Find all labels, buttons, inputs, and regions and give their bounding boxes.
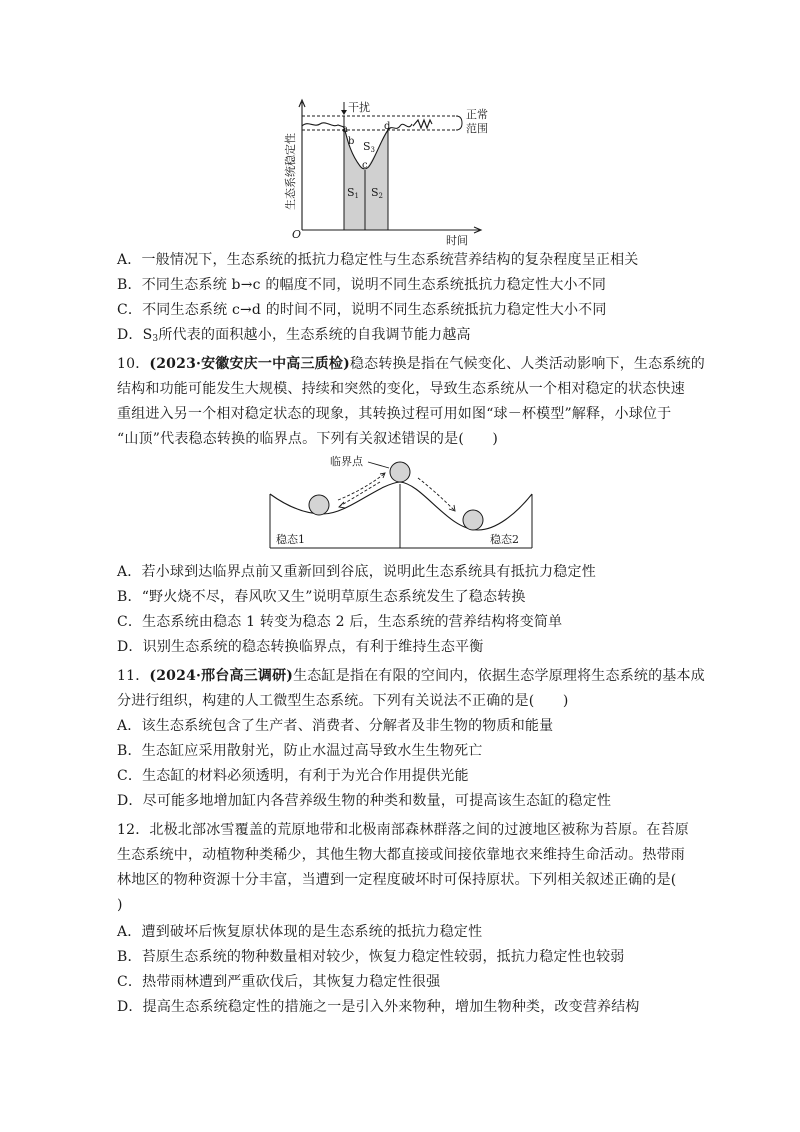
ball-top xyxy=(390,462,410,482)
stability-figure xyxy=(270,98,490,248)
normal-label-2: 范围 xyxy=(466,122,488,135)
q11-option-b: B．生态缸应采用散射光，防止水温过高导致水生生物死亡 xyxy=(117,743,483,759)
q12-option-d: D．提高生态系统稳定性的措施之一是引入外来物种，增加生物种类，改变营养结构 xyxy=(117,999,640,1015)
point-d: d xyxy=(384,121,391,132)
q12-stem-4: ) xyxy=(117,897,123,913)
point-c: c xyxy=(362,160,368,171)
s1-label: S1 xyxy=(347,186,360,200)
state2-label: 稳态2 xyxy=(490,533,519,546)
q11-stem-2: 分进行组织，构建的人工微型生态系统。下列有关说法不正确的是( ) xyxy=(117,693,569,709)
q12-option-b: B．苔原生态系统的物种数量相对较少，恢复力稳定性较弱，抵抗力稳定性也较弱 xyxy=(117,949,625,965)
q9-option-c: C．不同生态系统 c→d 的时间不同，说明不同生态系统抵抗力稳定性大小不同 xyxy=(117,302,607,318)
q12-option-a: A．遭到破坏后恢复原状体现的是生态系统的抵抗力稳定性 xyxy=(117,924,483,940)
y-axis-label: 生态系统稳定性 xyxy=(284,133,297,210)
q12-stem-3: 林地区的物种资源十分丰富，当遭到一定程度破坏时可保持原状。下列相关叙述正确的是( xyxy=(117,872,677,888)
state1-label: 稳态1 xyxy=(276,533,305,546)
x-axis-label: 时间 xyxy=(446,234,468,247)
critical-point-label: 临界点 xyxy=(330,455,363,468)
q12-option-c: C．热带雨林遭到严重砍伐后，其恢复力稳定性很强 xyxy=(117,974,441,990)
q10-stem-2: 结构和功能可能发生大规模、持续和突然的变化，导致生态系统从一个相对稳定的状态快速 xyxy=(117,381,685,397)
ball-cup-figure xyxy=(268,452,538,552)
normal-label-1: 正常 xyxy=(466,108,488,121)
q9-option-b: B．不同生态系统 b→c 的幅度不同，说明不同生态系统抵抗力稳定性大小不同 xyxy=(117,277,607,293)
q11-option-d: D．尽可能多地增加缸内各营养级生物的种类和数量，可提高该生态缸的稳定性 xyxy=(117,793,612,809)
s3-label: S3 xyxy=(363,140,376,154)
disturb-label: 干扰 xyxy=(348,101,370,114)
q9-option-a: A．一般情况下，生态系统的抵抗力稳定性与生态系统营养结构的复杂程度呈正相关 xyxy=(117,252,639,268)
q12-stem-2: 生态系统中，动植物种类稀少，其他生物大都直接或间接依靠地衣来维持生命活动。热带雨 xyxy=(117,847,685,863)
q10-stem-4: “山顶”代表稳态转换的临界点。下列有关叙述错误的是( ) xyxy=(117,431,499,447)
q10-option-a: A．若小球到达临界点前又重新回到谷底，说明此生态系统具有抵抗力稳定性 xyxy=(117,564,596,580)
s2-label: S2 xyxy=(371,186,384,200)
ball-right xyxy=(463,510,483,530)
q10-option-c: C．生态系统由稳态 1 转变为稳态 2 后，生态系统的营养结构将变简单 xyxy=(117,614,563,630)
q11-option-a: A．该生态系统包含了生产者、消费者、分解者及非生物的物质和能量 xyxy=(117,718,554,734)
origin-label: O xyxy=(292,228,302,241)
q11-stem-1: 11．(2024·邢台高三调研)生态缸是指在有限的空间内，依据生态学原理将生态系统的基本成 xyxy=(117,668,705,684)
point-b: b xyxy=(348,136,355,147)
q11-option-c: C．生态缸的材料必须透明，有利于为光合作用提供光能 xyxy=(117,768,469,784)
ball-left xyxy=(309,495,329,515)
q10-option-b: B．“野火烧不尽，春风吹又生”说明草原生态系统发生了稳态转换 xyxy=(117,589,526,605)
point-a: a xyxy=(342,124,348,135)
q9-option-d: D．$S_3$所代表的面积越小，生态系统的自我调节能力越高 xyxy=(117,327,471,344)
q12-stem-1: 12．北极北部冰雪覆盖的荒原地带和北极南部森林群落之间的过渡地区被称为苔原。在苔原 xyxy=(117,822,690,838)
q10-stem-1: 10．(2023·安徽安庆一中高三质检)稳态转换是指在气候变化、人类活动影响下，生态系统的 xyxy=(117,356,705,372)
q10-option-d: D．识别生态系统的稳态转换临界点，有利于维持生态平衡 xyxy=(117,639,484,655)
q10-stem-3: 重组进入另一个相对稳定状态的现象，其转换过程可用如图“球－杯模型”解释，小球位于 xyxy=(117,406,672,422)
